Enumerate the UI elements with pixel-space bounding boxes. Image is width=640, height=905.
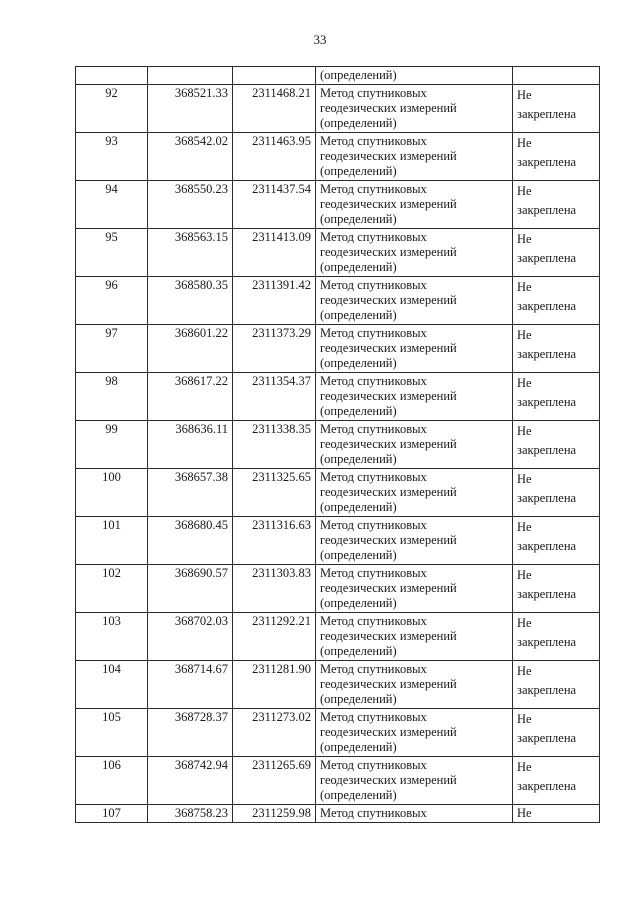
y-coordinate-cell: 2311292.21 (233, 613, 316, 661)
fixation-status-cell (513, 325, 600, 373)
method-line: (определений) (320, 308, 397, 322)
method-cell (316, 517, 513, 565)
point-number-cell: 102 (76, 565, 148, 613)
status-line: закреплена (517, 203, 577, 217)
point-number-cell: 92 (76, 85, 148, 133)
table-row-continuation (76, 67, 600, 85)
fixation-status-cell (513, 709, 600, 757)
fixation-status-cell (513, 67, 600, 85)
point-number-cell: 93 (76, 133, 148, 181)
method-cell (316, 373, 513, 421)
y-coordinate-cell: 2311391.42 (233, 277, 316, 325)
method-line: (определений) (320, 500, 397, 514)
status-line: Не (517, 760, 532, 774)
table-row (76, 277, 600, 325)
method-line: геодезических измерений (320, 341, 457, 355)
method-line: Метод спутниковых (320, 278, 427, 292)
method-line: (определений) (320, 692, 397, 706)
point-number-cell: 94 (76, 181, 148, 229)
table-row (76, 325, 600, 373)
method-line: геодезических измерений (320, 101, 457, 115)
status-line: закреплена (517, 635, 577, 649)
fixation-status-cell (513, 181, 600, 229)
table-row (76, 133, 600, 181)
fixation-status-cell (513, 469, 600, 517)
point-number-cell: 105 (76, 709, 148, 757)
fixation-status-cell (513, 373, 600, 421)
y-coordinate-cell: 2311325.65 (233, 469, 316, 517)
x-coordinate-cell: 368563.15 (148, 229, 233, 277)
status-line: Не (517, 712, 532, 726)
x-coordinate-cell: 368601.22 (148, 325, 233, 373)
x-coordinate-cell: 368636.11 (148, 421, 233, 469)
table-row (76, 517, 600, 565)
y-coordinate-cell: 2311468.21 (233, 85, 316, 133)
fixation-status-cell: Не (513, 805, 600, 823)
method-line: Метод спутниковых (320, 86, 427, 100)
status-line: закреплена (517, 683, 577, 697)
y-coordinate-cell: 2311338.35 (233, 421, 316, 469)
method-line: (определений) (320, 212, 397, 226)
point-number-cell: 95 (76, 229, 148, 277)
y-coordinate-cell: 2311259.98 (233, 805, 316, 823)
method-line: (определений) (320, 788, 397, 802)
y-coordinate-cell: 2311463.95 (233, 133, 316, 181)
x-coordinate-cell: 368521.33 (148, 85, 233, 133)
y-coordinate-cell: 2311354.37 (233, 373, 316, 421)
method-line: геодезических измерений (320, 149, 457, 163)
coordinates-table-body (76, 67, 600, 823)
method-line: геодезических измерений (320, 437, 457, 451)
fixation-status-cell (513, 133, 600, 181)
method-line: Метод спутниковых (320, 470, 427, 484)
table-row (76, 373, 600, 421)
x-coordinate-cell (148, 67, 233, 85)
method-line: Метод спутниковых (320, 374, 427, 388)
status-line: закреплена (517, 155, 577, 169)
page-number: 33 (313, 32, 327, 47)
method-line: Метод спутниковых (320, 710, 427, 724)
status-line: Не (517, 136, 532, 150)
method-cell (316, 661, 513, 709)
method-line: Метод спутниковых (320, 758, 427, 772)
y-coordinate-cell: 2311373.29 (233, 325, 316, 373)
method-line: Метод спутниковых (320, 422, 427, 436)
status-line: закреплена (517, 587, 577, 601)
fixation-status-cell (513, 85, 600, 133)
method-cell (316, 709, 513, 757)
method-line: (определений) (320, 404, 397, 418)
method-line: геодезических измерений (320, 677, 457, 691)
method-cell: Метод спутниковых (316, 805, 513, 823)
coordinates-table (75, 66, 600, 823)
method-line: (определений) (320, 116, 397, 130)
table-row (76, 709, 600, 757)
method-line: (определений) (320, 356, 397, 370)
method-line: геодезических измерений (320, 389, 457, 403)
status-line: закреплена (517, 539, 577, 553)
fixation-status-cell (513, 229, 600, 277)
x-coordinate-cell: 368714.67 (148, 661, 233, 709)
method-line: геодезических измерений (320, 197, 457, 211)
fixation-status-cell (513, 277, 600, 325)
table-row (76, 613, 600, 661)
point-number-cell: 106 (76, 757, 148, 805)
method-line: геодезических измерений (320, 581, 457, 595)
method-line: геодезических измерений (320, 725, 457, 739)
y-coordinate-cell: 2311273.02 (233, 709, 316, 757)
x-coordinate-cell: 368580.35 (148, 277, 233, 325)
fixation-status-cell (513, 421, 600, 469)
fixation-status-cell (513, 565, 600, 613)
point-number-cell: 97 (76, 325, 148, 373)
fixation-status-cell (513, 757, 600, 805)
method-line: (определений) (320, 164, 397, 178)
status-line: Не (517, 376, 532, 390)
y-coordinate-cell: 2311316.63 (233, 517, 316, 565)
method-line: Метод спутниковых (320, 662, 427, 676)
status-line: закреплена (517, 731, 577, 745)
method-cell (316, 325, 513, 373)
method-cell (316, 613, 513, 661)
fixation-status-cell (513, 613, 600, 661)
status-line: Не (517, 232, 532, 246)
status-line: Не (517, 664, 532, 678)
y-coordinate-cell (233, 67, 316, 85)
table-row (76, 85, 600, 133)
status-line: Не (517, 520, 532, 534)
point-number-cell: 107 (76, 805, 148, 823)
method-line: Метод спутниковых (320, 134, 427, 148)
point-number-cell: 98 (76, 373, 148, 421)
point-number-cell: 101 (76, 517, 148, 565)
x-coordinate-cell: 368550.23 (148, 181, 233, 229)
method-line: Метод спутниковых (320, 566, 427, 580)
method-line: геодезических измерений (320, 629, 457, 643)
y-coordinate-cell: 2311437.54 (233, 181, 316, 229)
table-row (76, 661, 600, 709)
method-line: геодезических измерений (320, 245, 457, 259)
point-number-cell: 104 (76, 661, 148, 709)
method-line: (определений) (320, 644, 397, 658)
method-cell (316, 133, 513, 181)
status-line: закреплена (517, 395, 577, 409)
point-number-cell (76, 67, 148, 85)
method-cell (316, 85, 513, 133)
x-coordinate-cell: 368758.23 (148, 805, 233, 823)
status-line: закреплена (517, 443, 577, 457)
table-row-partial (76, 805, 600, 823)
method-line: геодезических измерений (320, 293, 457, 307)
method-line: (определений) (320, 548, 397, 562)
table-row (76, 229, 600, 277)
status-line: закреплена (517, 251, 577, 265)
status-line: закреплена (517, 299, 577, 313)
x-coordinate-cell: 368742.94 (148, 757, 233, 805)
method-line: Метод спутниковых (320, 230, 427, 244)
status-line: Не (517, 616, 532, 630)
method-line: Метод спутниковых (320, 518, 427, 532)
method-cell (316, 229, 513, 277)
table-row (76, 421, 600, 469)
x-coordinate-cell: 368542.02 (148, 133, 233, 181)
fixation-status-cell (513, 661, 600, 709)
y-coordinate-cell: 2311303.83 (233, 565, 316, 613)
table-row (76, 757, 600, 805)
table-row (76, 181, 600, 229)
x-coordinate-cell: 368690.57 (148, 565, 233, 613)
status-line: Не (517, 280, 532, 294)
point-number-cell: 96 (76, 277, 148, 325)
method-line: геодезических измерений (320, 533, 457, 547)
status-line: Не (517, 472, 532, 486)
method-line: (определений) (320, 596, 397, 610)
method-line: Метод спутниковых (320, 326, 427, 340)
x-coordinate-cell: 368680.45 (148, 517, 233, 565)
method-line: геодезических измерений (320, 773, 457, 787)
table-row (76, 469, 600, 517)
fixation-status-cell (513, 517, 600, 565)
method-line: (определений) (320, 452, 397, 466)
method-cell (316, 421, 513, 469)
status-line: Не (517, 328, 532, 342)
method-cell (316, 469, 513, 517)
status-line: закреплена (517, 107, 577, 121)
status-line: Не (517, 424, 532, 438)
status-line: Не (517, 88, 532, 102)
method-line: (определений) (320, 740, 397, 754)
method-line: Метод спутниковых (320, 614, 427, 628)
method-cell (316, 277, 513, 325)
status-line: закреплена (517, 491, 577, 505)
status-line: закреплена (517, 779, 577, 793)
point-number-cell: 100 (76, 469, 148, 517)
method-cell (316, 757, 513, 805)
y-coordinate-cell: 2311265.69 (233, 757, 316, 805)
x-coordinate-cell: 368657.38 (148, 469, 233, 517)
method-cell (316, 565, 513, 613)
point-number-cell: 99 (76, 421, 148, 469)
method-cell (316, 181, 513, 229)
x-coordinate-cell: 368702.03 (148, 613, 233, 661)
status-line: Не (517, 568, 532, 582)
method-line: геодезических измерений (320, 485, 457, 499)
point-number-cell: 103 (76, 613, 148, 661)
x-coordinate-cell: 368617.22 (148, 373, 233, 421)
status-line: закреплена (517, 347, 577, 361)
y-coordinate-cell: 2311281.90 (233, 661, 316, 709)
table-row (76, 565, 600, 613)
method-line: Метод спутниковых (320, 182, 427, 196)
method-cell: (определений) (316, 67, 513, 85)
y-coordinate-cell: 2311413.09 (233, 229, 316, 277)
method-line: (определений) (320, 260, 397, 274)
status-line: Не (517, 184, 532, 198)
x-coordinate-cell: 368728.37 (148, 709, 233, 757)
